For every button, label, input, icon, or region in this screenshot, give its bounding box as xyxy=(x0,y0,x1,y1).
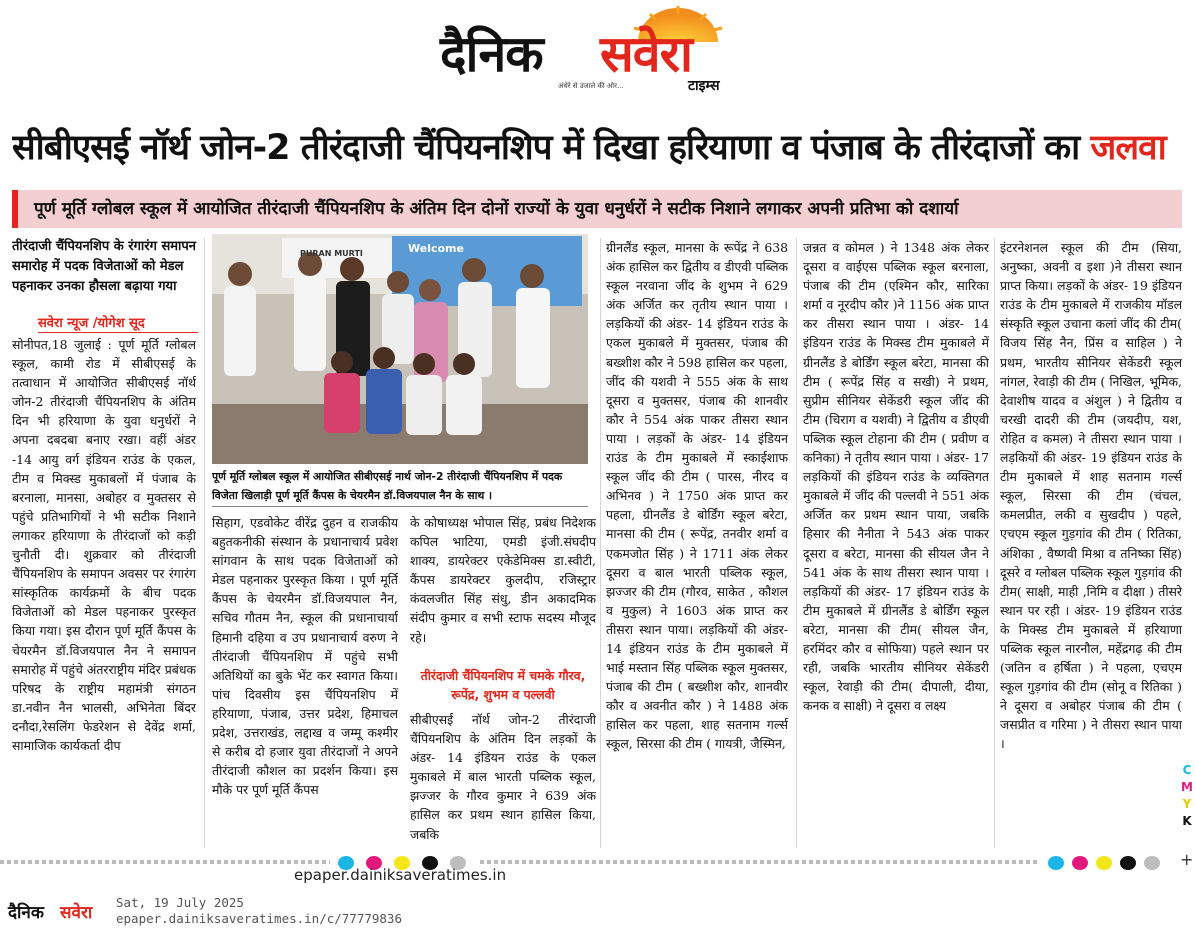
photo-banner-welcome: Welcome xyxy=(408,242,464,255)
cmyk-m: M xyxy=(1181,780,1193,794)
photo-caption: पूर्ण मूर्ति ग्लोबल स्कूल में आयोजित सीबीएसई नार्थ जोन-2 तीरंदाजी चैंपियनशिप में पदक विजेता खिलाड़ी पूर्ण मूर्ति कैंपस के चेयरमैन डॉ.विजयपाल नैन के साथ । xyxy=(212,467,588,507)
cmyk-k: K xyxy=(1182,814,1192,828)
news-photo xyxy=(212,234,588,464)
column-rule xyxy=(204,238,205,848)
photo-banner-school: PURAN MURTI xyxy=(300,249,363,258)
article-subtitle: तीरंदाजी चैंपियनशिप में चमके गौरव, रूपेंद्र, शुभम व पल्लवी xyxy=(420,668,586,702)
dot-yellow xyxy=(1096,856,1112,870)
registration-dotted-line xyxy=(0,855,1195,869)
logo-savera: सवेरा xyxy=(600,24,692,83)
column-rule xyxy=(994,238,995,848)
footer-date: Sat, 19 July 2025 xyxy=(116,895,244,910)
article-column-4: ग्रीनलैंड स्कूल, मानसा के रूपेंद्र ने 638 अंक हासिल कर द्वितीय व डीएवी पब्लिक स्कूल नरवाना जींद के शुभम ने 629 अंक अर्जित कर तृतीय स्थान पाया । लड़कियों की अंडर- 14 इंडियन राउंड के एकल मुकाबले में मुक्तसर, पंजाब की बख्शीश कौर ने 598 हासिल कर पहला, जींद की यशवी ने 555 अंक के साथ दूसरा व मुक्तसर, पंजाब की शानवीर कौर ने 554 अंक पाकर तीसरा स्थान पाया । लड़कों के अंडर- 14 इंडियन राउंड के टीम मुकाबले में स्काईशाफ स्कूल जींद की टीम ( पारस, नीरद व अभिनव ) ने 1750 अंक प्राप्त कर पहला, ग्रीनलैंड डे बोर्डिंग स्कूल बरेटा, मानसा की टीम ( रूपेंद्र, तनवीर शर्मा व एकमजोत सिंह ) ने 1711 अंक लेकर दूसरा व बाल भारती पब्लिक स्कूल, झज्जर की टीम (गौरव, साकेत , कौशल व मुकुल) ने 1603 अंक प्राप्त कर तीसरा स्थान पाया। लड़कियों की अंडर- 14 इंडियन राउंड के टीम मुकाबले में भाई मस्तान सिंह पब्लिक स्कूल मुक्तसर, पंजाब की टीम ( बख्शीश कौर, शानवीर कौर व अवनीत कौर ) ने 1488 अंक हासिल कर पहला, शाह सतनाम गर्ल्स स्कूल, सिरसा की टीम ( गायत्री, जैस्मिन, xyxy=(606,240,788,752)
subheadline: पूर्ण मूर्ति ग्लोबल स्कूल में आयोजित तीरंदाजी चैंपियनशिप के अंतिम दिन दोनों राज्यों के युवा धनुर्धरों ने सटीक निशाने लगाकर अपनी प्रतिभा को दशार्या xyxy=(12,190,1182,228)
masthead xyxy=(440,4,760,96)
headline-accent: जलवा xyxy=(1090,128,1166,168)
headline-main: सीबीएसई नॉर्थ जोन-2 तीरंदाजी चैंपियनशिप में दिखा हरियाणा व पंजाब के तीरंदाजों का xyxy=(12,128,1080,168)
dot-black xyxy=(1120,856,1136,870)
dot-cyan xyxy=(1048,856,1064,870)
article-column-3: के कोषाध्यक्ष भोपाल सिंह, प्रबंध निदेशक कपिल भाटिया, एमडी इंजी.संघदीप शाक्य, डायरेक्टर एकेडेमिक्स डा.स्वीटी, कैंपस डायरेक्टर कुलदीप, रजिस्ट्रार कंवलजीत सिंह संधु, डीन अकादमिक संदीप कुमार व सभी स्टाफ सदस्य मौजूद रहे। xyxy=(410,515,596,645)
registration-strip xyxy=(0,854,1195,868)
footer-logo[interactable] xyxy=(8,898,104,926)
registration-plus-icon: + xyxy=(1180,850,1194,869)
cmyk-marks xyxy=(1180,762,1194,830)
column-rule xyxy=(600,238,601,848)
article-column-3b: सीबीएसई नॉर्थ जोन-2 तीरंदाजी चैंपियनशिप के अंतिम दिन लड़कों के अंडर- 14 इंडियन राउंड के एकल मुकाबले में बाल भारती पब्लिक स्कूल, झज्जर के गौरव कुमार ने 639 अंक हासिल कर प्रथम स्थान हासिल किया, जबकि xyxy=(410,712,596,842)
logo-dainik: दैनिक xyxy=(440,24,543,83)
sidebar-headline: तीरंदाजी चैंपियनशिप के रंगारंग समापन समारोह में पदक विजेताओं को मेडल पहनाकर उनका हौसला बढ़ाया गया xyxy=(12,239,196,294)
epaper-url[interactable]: epaper.dainiksaveratimes.in xyxy=(294,866,507,884)
dot-grey xyxy=(1144,856,1160,870)
article-column-5: जन्नत व कोमल ) ने 1348 अंक लेकर दूसरा व वाईएस पब्लिक स्कूल बरनाला, पंजाब की टीम (एश्मिन कौर, सारिका शर्मा व नूरदीप कौर )ने 1156 अंक प्राप्त कर तीसरा स्थान पाया । अंडर- 14 इंडियन राउंड के मिक्स्ड टीम मुकाबले में ग्रीनलैंड डे बोर्डिंग स्कूल बरेटा, मानसा की टीम ( रूपेंद्र सिंह व सखी) ने प्रथम, सुप्रीम सीनियर सेकेंडरी स्कूल जींद की टीम (चिराग व यशवी) ने द्वितीय व डीएवी पब्लिक स्कूल टोहाना की टीम ( प्रवीण व कनिका) ने तृतीय स्थान पाया । अंडर- 17 लड़कियों की इंडियन राउंड के व्यक्तिगत मुकाबले में जींद की पल्लवी ने 551 अंक अर्जित कर प्रथम स्थान पाया, जबकि हिसार की नैनीता ने 543 अंक पाकर दूसरा व बरेटा, मानसा की सीयल जैन ने 541 अंक के साथ तीसरा स्थान पाया । लड़कियों की अंडर- 17 इंडियन राउंड के टीम मुकाबले में ग्रीनलैंड डे बोर्डिंग स्कूल बरेटा, मानसा की टीम( सीयल जैन, हरमिंदर कौर व सोफिया) पहले स्थान पर रही, जबकि भारतीय सीनियर सेकेंडरी स्कूल, रेवाड़ी की टीम( दीपाली, दीया, कनक व साक्षी) ने दूसरा व लक्ष्य xyxy=(803,240,989,714)
article-column-1: सोनीपत,18 जुलाई : पूर्ण मूर्ति ग्लोबल स्कूल, कामी रोड में सीबीएसई के तत्वाधान में आयोजित सीबीएसई नॉर्थ जोन-2 तीरंदाजी चैंपियनशिप के अंतिम दिन भी हरियाणा के युवा धनुर्धरों ने अपना दबदबा बनाए रखा। वहीं अंडर -14 आयु वर्ग इंडियन राउंड के एकल, टीम व मिक्स्ड मुकाबलों में पंजाब के बरनाला, मानसा, अबोहर व मुक्तसर से पहुंचे प्रतिभागियों ने भी सटीक निशाने लगाकर हरियाणा के तीरंदाजों को कड़ी चुनौती दी। शुक्रवार को तीरंदाजी चैंपियनशिप के समापन अवसर पर रंगारंग सांस्कृतिक कार्यक्रमों के बीच पदक विजेताओं को मेडल पहनाकर पुरस्कृत किया गया। इस दौरान पूर्ण मूर्ति कैंपस के चेयरमैन डॉ.विजयपाल नैन ने समापन समारोह में पहुंचे अंतरराष्ट्रीय मंदिर प्रबंधक परिषद के राष्ट्रीय महामंत्री संगठन डा.नवीन नैन भालसी, अभिनेता बिंदर दनौदा,रेसलिंग फेडरेशन से देवेंद्र शर्मा, सामाजिक कार्यकर्ता दीप xyxy=(12,337,196,753)
group-photo-illustration xyxy=(212,234,588,464)
footer-logo-dainik: दैनिक xyxy=(8,903,44,923)
logo-times: टाइम्स xyxy=(688,78,720,94)
dot-magenta xyxy=(1072,856,1088,870)
byline: सवेरा न्यूज /योगेश सूद xyxy=(38,313,198,333)
article-column-2: सिहाग, एडवोकेट वीरेंद्र दुहन व राजकीय बहुतकनीकी संस्थान के प्रधानाचार्य प्रवेश सांगवान के साथ पदक विजेताओं को मेडल पहनाकर पुरस्कृत किया । पूर्ण मूर्ति कैंपस के चेयरमैन डॉ.विजयपाल नैन, सचिव गौतम नैन, स्कूल की प्रधानाचार्या हिमानी दहिया व उप प्रधानाचार्य वरुण ने तीरंदाजी चैंपियनशिप में पहुंचे सभी अतिथियों का बुके भेंट कर स्वागत किया। पांच दिवसीय इस चैंपियनशिप में हरियाणा, पंजाब, उत्तर प्रदेश, हिमाचल प्रदेश, उत्तराखंड, लद्दाख व जम्मू कश्मीर से करीब दो हजार युवा तीरंदाजों ने अपने तीरंदाजी कौशल का प्रदर्शन किया। इस मौके पर पूर्ण मूर्ति कैंपस xyxy=(212,515,398,798)
headline xyxy=(12,118,1187,178)
logo-tagline: अंधेरे से उजाले की ओर... xyxy=(558,82,624,90)
cmyk-c: C xyxy=(1182,763,1192,777)
footer-logo-savera: सवेरा xyxy=(60,903,93,923)
footer-link[interactable]: epaper.dainiksaveratimes.in/c/77779836 xyxy=(116,911,402,926)
column-rule xyxy=(796,238,797,848)
article-column-6: इंटरनेशनल स्कूल की टीम (सिया, अनुष्का, अवनी व इशा )ने तीसरा स्थान प्राप्त किया। लड़कों के अंडर- 19 इंडियन राउंड के टीम मुकाबले में राजकीय मॉडल संस्कृति स्कूल उचाना कलां जींद की टीम( विजय सिंह नैन, प्रिंस व साहिल ) ने प्रथम, भारतीय सीनियर सेकेंडरी स्कूल नांगल, रेवाड़ी की टीम ( निखिल, भूमिक, देवाशीष यादव व अंशुल ) ने द्वितीय व चरखी दादरी की टीम (जयदीप, यश, रोहित व कमल) ने तीसरा स्थान पाया । लड़कियों की अंडर- 19 इंडियन राउंड के टीम मुकाबले में शाह सतनाम गर्ल्स स्कूल, सिरसा की टीम (चंचल, कमलप्रीत, लकी व सुखदीप ) पहले, एचएम स्कूल गुड़गांव की टीम ( रितिका, अंशिका , वैष्णवी मिश्रा व तनिष्का सिंह) दूसरे व ग्लोबल पब्लिक स्कूल गुड़गांव की टीम( साक्षी, माही ,निमि व दीक्षा ) तीसरे स्थान पर रही । अंडर- 19 इंडियन राउंड के मिक्स्ड टीम मुकाबले में हरियाणा पब्लिक स्कूल नारनौल, महेंद्रगढ़ की टीम (जतिन व हर्षिता ) ने पहला, एचएम स्कूल गुड़गांव की टीम (सोनू व रितिका ) ने दूसरा व अबोहर पंजाब की टीम ( जसप्रीत व गरिमा ) ने तीसरा स्थान पाया । xyxy=(1000,240,1182,752)
cmyk-y: Y xyxy=(1182,797,1192,811)
